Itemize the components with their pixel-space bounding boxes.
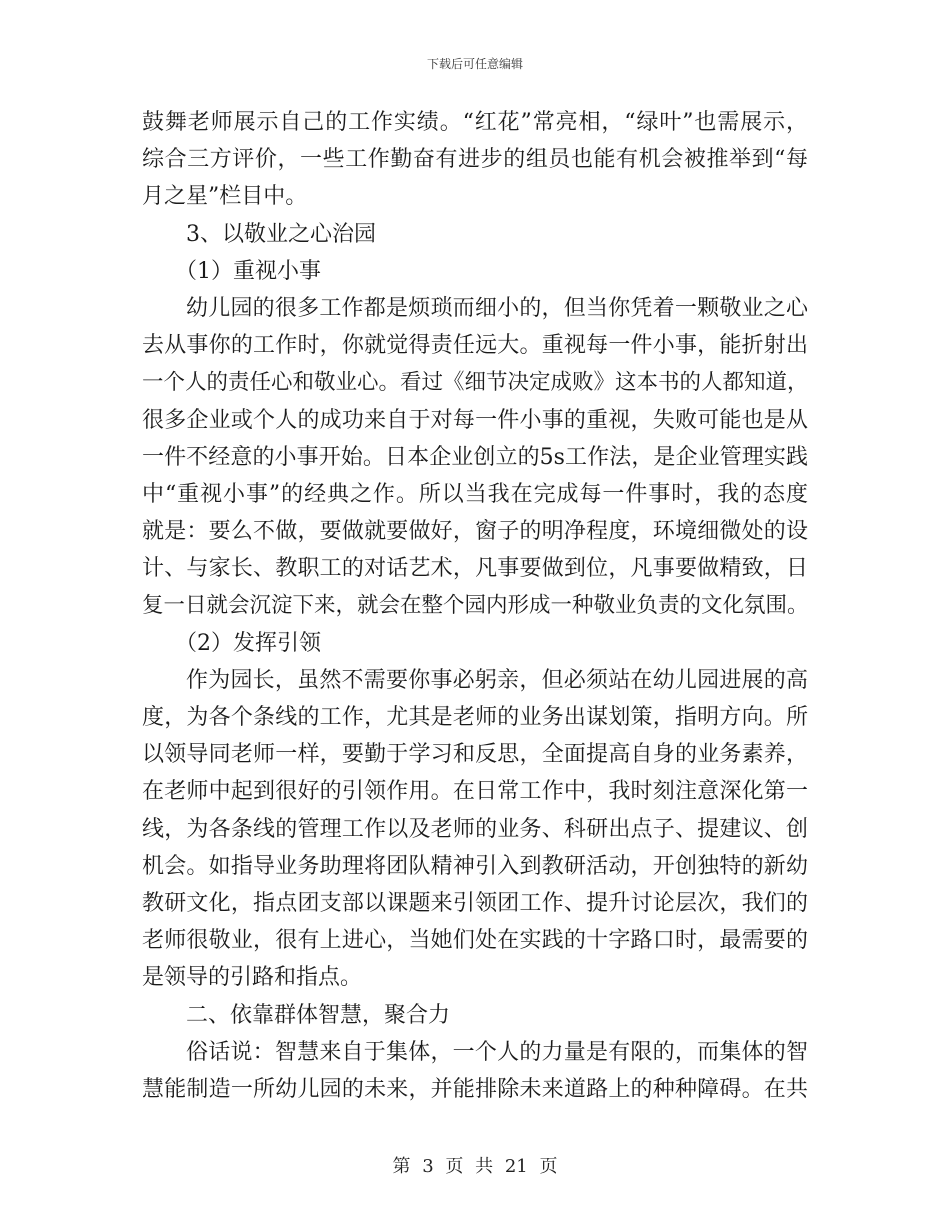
text-line: 综合三方评价，一些工作勤奋有进步的组员也能有机会被推举到“每 [142,147,808,173]
text-line: 计、与家长、教职工的对话艺术，凡事要做到位，凡事要做精致，日 [142,556,808,582]
text-line: 线，为各条线的管理工作以及老师的业务、科研出点子、提建议、创 [142,816,808,842]
text-line: 复一日就会沉淀下来，就会在整个园内形成一种敬业负责的文化氛围。 [142,593,809,619]
text-line: 俗话说：智慧来自于集体，一个人的力量是有限的，而集体的智 [186,1039,808,1065]
text-line: 作为园长，虽然不需要你事必躬亲，但必须站在幼儿园进展的高 [186,667,808,693]
text-line: 教研文化，指点团支部以课题来引领团工作、提升讨论层次，我们的 [142,890,808,916]
text-line: 幼儿园的很多工作都是烦琐而细小的，但当你凭着一颗敬业之心 [186,295,808,321]
page-footer: 第 3 页 共 21 页 [392,1156,558,1177]
text-line: 老师很敬业，很有上进心，当她们处在实践的十字路口时，最需要的 [142,928,808,954]
text-line: 一件不经意的小事开始。日本企业创立的5s工作法，是企业管理实践 [142,444,808,470]
text-line: 一个人的责任心和敬业心。看过《细节决定成败》这本书的人都知道， [142,370,809,396]
text-line: （1）重视小事 [175,258,321,284]
text-line: 月之星”栏目中。 [142,184,308,210]
text-line: 度，为各个条线的工作，尤其是老师的业务出谋划策，指明方向。所 [142,705,808,730]
text-line: 以领导同老师一样，要勤于学习和反思，全面提高自身的业务素养， [142,742,808,768]
text-line: （2）发挥引领 [175,630,321,656]
text-line: 鼓舞老师展示自己的工作实绩。“红花”常亮相，“绿叶”也需展示， [142,110,808,135]
page-header: 下载后可任意编辑 [426,57,523,71]
text-line: 中“重视小事”的经典之作。所以当我在完成每一件事时，我的态度 [142,481,808,507]
document-body [142,104,808,1108]
text-line: 去从事你的工作时，你就觉得责任远大。重视每一件小事，能折射出 [142,333,808,359]
text-line: 机会。如指导业务助理将团队精神引入到教研活动，开创独特的新幼 [142,853,808,879]
text-line: 二、依靠群体智慧，聚合力 [186,1002,451,1028]
text-line: 3、以敬业之心治园 [186,221,376,247]
text-line: 就是：要么不做，要做就要做好，窗子的明净程度，环境细微处的设 [142,519,808,545]
text-line: 慧能制造一所幼儿园的未来，并能排除未来道路上的种种障碍。在共 [142,1076,808,1102]
text-line: 是领导的引路和指点。 [142,965,363,991]
text-line: 在老师中起到很好的引领作用。在日常工作中，我时刻注意深化第一 [142,779,808,805]
text-line: 很多企业或个人的成功来自于对每一件小事的重视，失败可能也是从 [142,407,808,433]
